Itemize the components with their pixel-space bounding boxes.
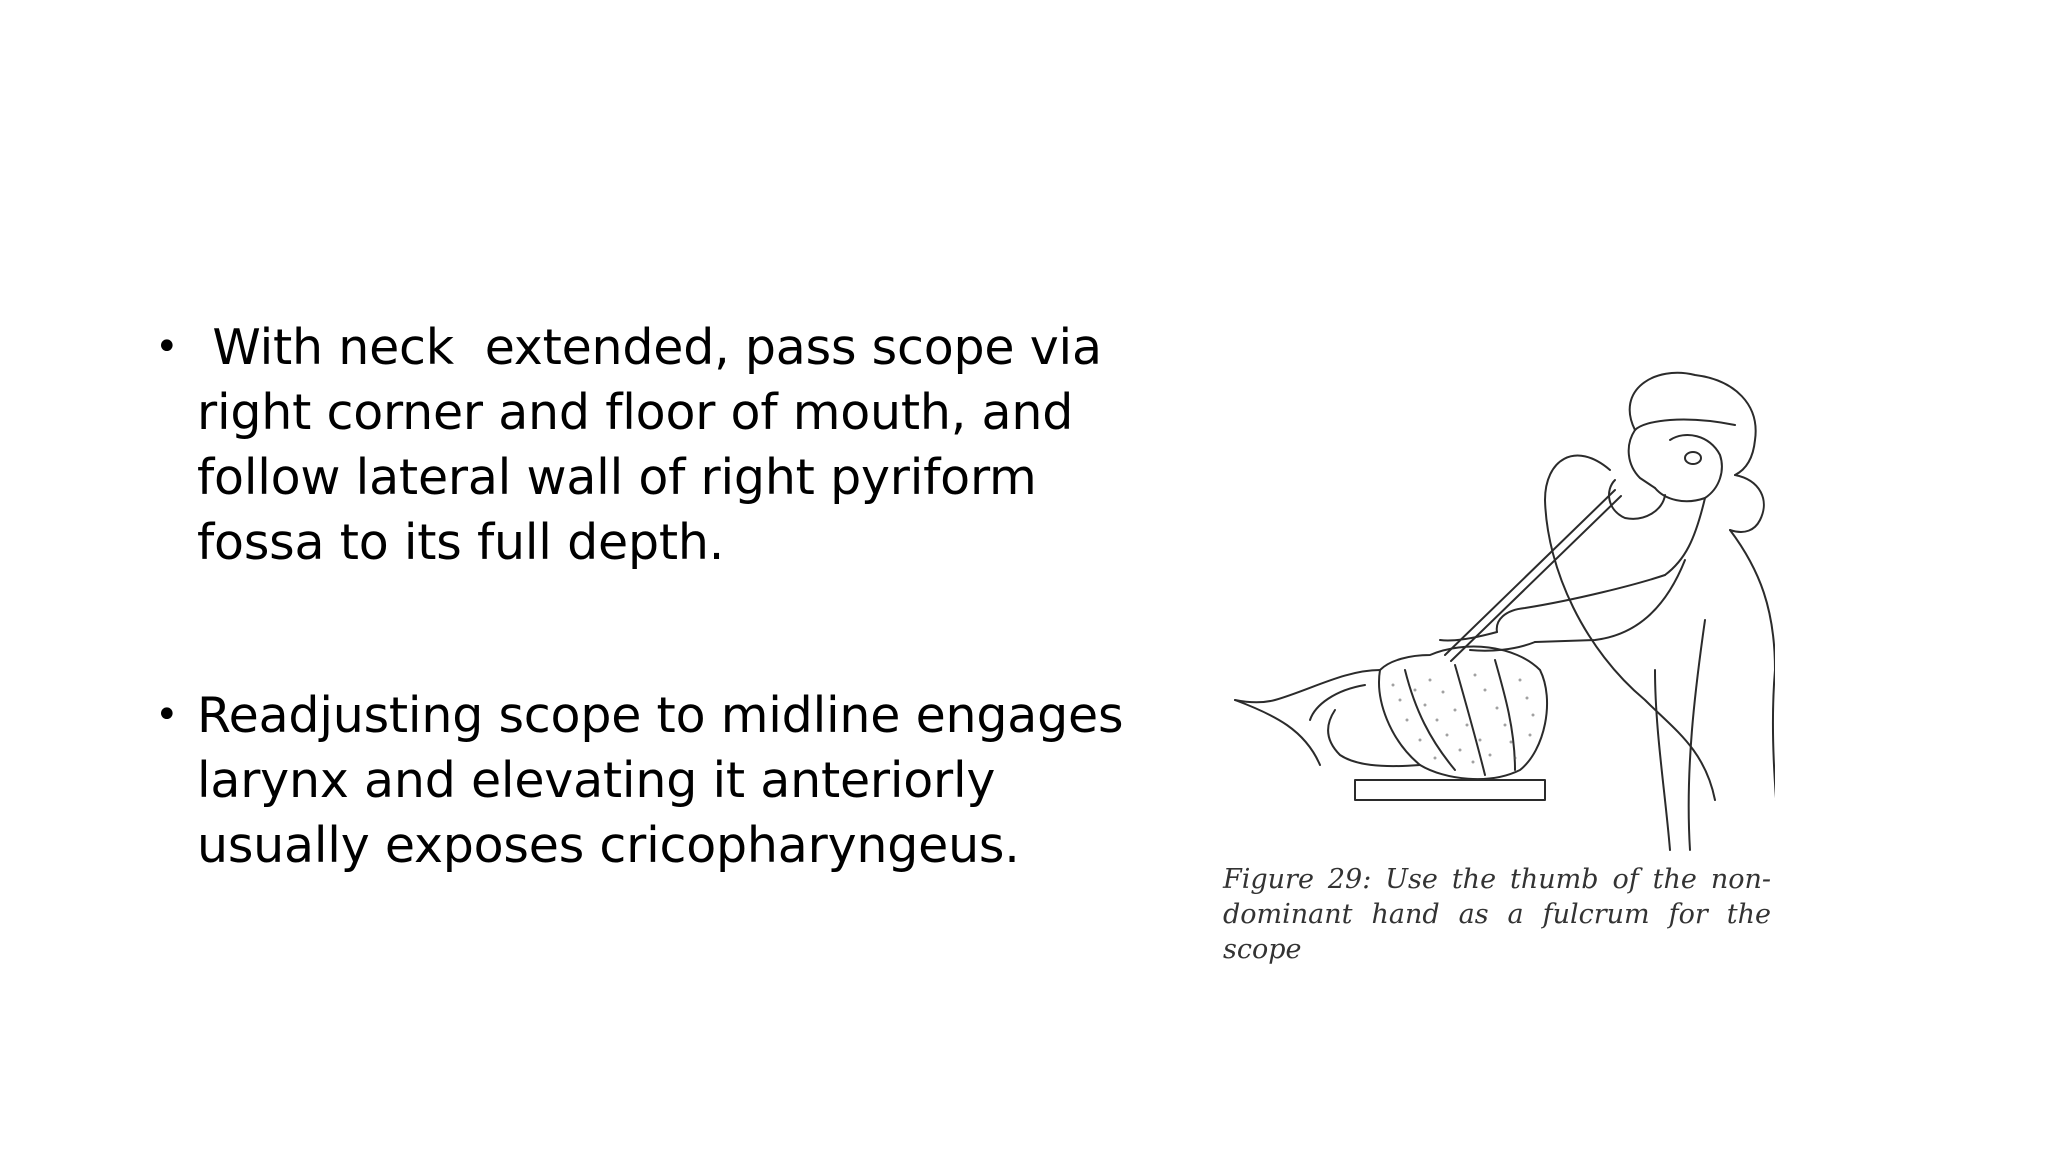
bullet-text: Readjusting scope to midline engages larynx and elevating it anteriorly usually exposes cricopharyngeus. bbox=[197, 687, 1139, 874]
bullet-marker: • bbox=[155, 692, 179, 738]
figure-surgeon-illustration bbox=[1215, 370, 1775, 970]
bullet-marker: • bbox=[155, 324, 179, 370]
surgeon-line-drawing bbox=[1215, 370, 1775, 860]
bullet-list bbox=[155, 315, 1139, 878]
bullet-item-2 bbox=[155, 683, 1139, 878]
figure-caption: Figure 29: Use the thumb of the non-dominant hand as a fulcrum for the scope bbox=[1223, 864, 1771, 965]
bullet-text: With neck extended, pass scope via right corner and floor of mouth, and follow lateral wall of right pyriform fossa to its full depth. bbox=[197, 319, 1118, 571]
bullet-item-1 bbox=[155, 315, 1135, 575]
